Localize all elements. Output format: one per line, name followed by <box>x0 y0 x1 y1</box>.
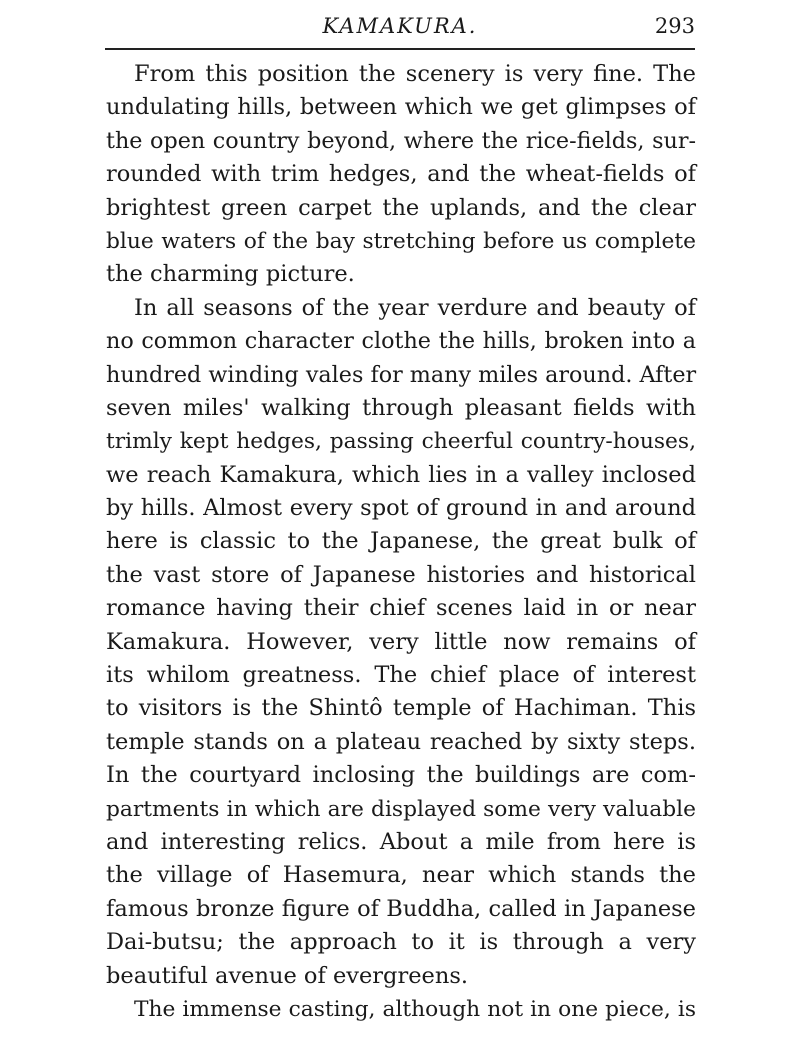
text-line: the charming picture. <box>106 261 355 288</box>
text-line: partments in which are displayed some very valuable <box>106 796 696 822</box>
text-line: and interesting relics. About a mile from here is <box>106 828 696 855</box>
text-line: hundred winding vales for many miles around. After <box>106 361 697 388</box>
text-line: trimly kept hedges, passing cheerful country-houses, <box>106 429 696 455</box>
text-line: famous bronze figure of Buddha, called in Japanese <box>106 895 696 922</box>
text-line: its whilom greatness. The chief place of interest <box>106 662 696 689</box>
running-head <box>105 10 695 42</box>
text-line: the vast store of Japanese histories and historical <box>106 561 696 588</box>
text-line: no common character clothe the hills, broken into a <box>106 328 696 355</box>
text-line: beautiful avenue of evergreens. <box>106 962 469 989</box>
text-line: the open country beyond, where the rice-fields, sur- <box>106 127 696 154</box>
text-line: romance having their chief scenes laid in or near <box>106 595 696 622</box>
text-line: Kamakura. However, very little now remains of <box>106 628 696 655</box>
text-line: brightest green carpet the uplands, and the clear <box>106 194 696 221</box>
text-line: In all seasons of the year verdure and beauty of <box>134 294 696 321</box>
text-line: here is classic to the Japanese, the great bulk of <box>106 528 696 555</box>
text-line: rounded with trim hedges, and the wheat-fields of <box>106 161 696 188</box>
text-line: the village of Hasemura, near which stands the <box>106 862 696 889</box>
body-text <box>106 58 696 1026</box>
text-line: undulating hills, between which we get glimpses of <box>106 94 696 121</box>
text-line: In the courtyard inclosing the buildings are com- <box>106 762 696 789</box>
text-line: blue waters of the bay stretching before us complete <box>106 228 696 254</box>
text-line: Dai-butsu; the approach to it is through a very <box>106 929 696 956</box>
text-line: From this position the scenery is very fine. The <box>134 61 696 87</box>
text-line: The immense casting, although not in one piece, is <box>134 996 696 1022</box>
running-title: KAMAKURA. <box>322 14 478 38</box>
paragraph <box>106 993 696 1026</box>
paragraph <box>106 292 696 993</box>
text-line: temple stands on a plateau reached by sixty steps. <box>106 728 696 755</box>
text-line: seven miles' walking through pleasant fields with <box>106 394 696 421</box>
text-line: to visitors is the Shintô temple of Hachiman. This <box>106 695 696 722</box>
page-number: 293 <box>654 14 695 38</box>
header-rule <box>105 48 695 50</box>
paragraph <box>106 58 696 292</box>
text-line: by hills. Almost every spot of ground in and around <box>106 495 696 522</box>
text-line: we reach Kamakura, which lies in a valley inclosed <box>106 461 696 488</box>
